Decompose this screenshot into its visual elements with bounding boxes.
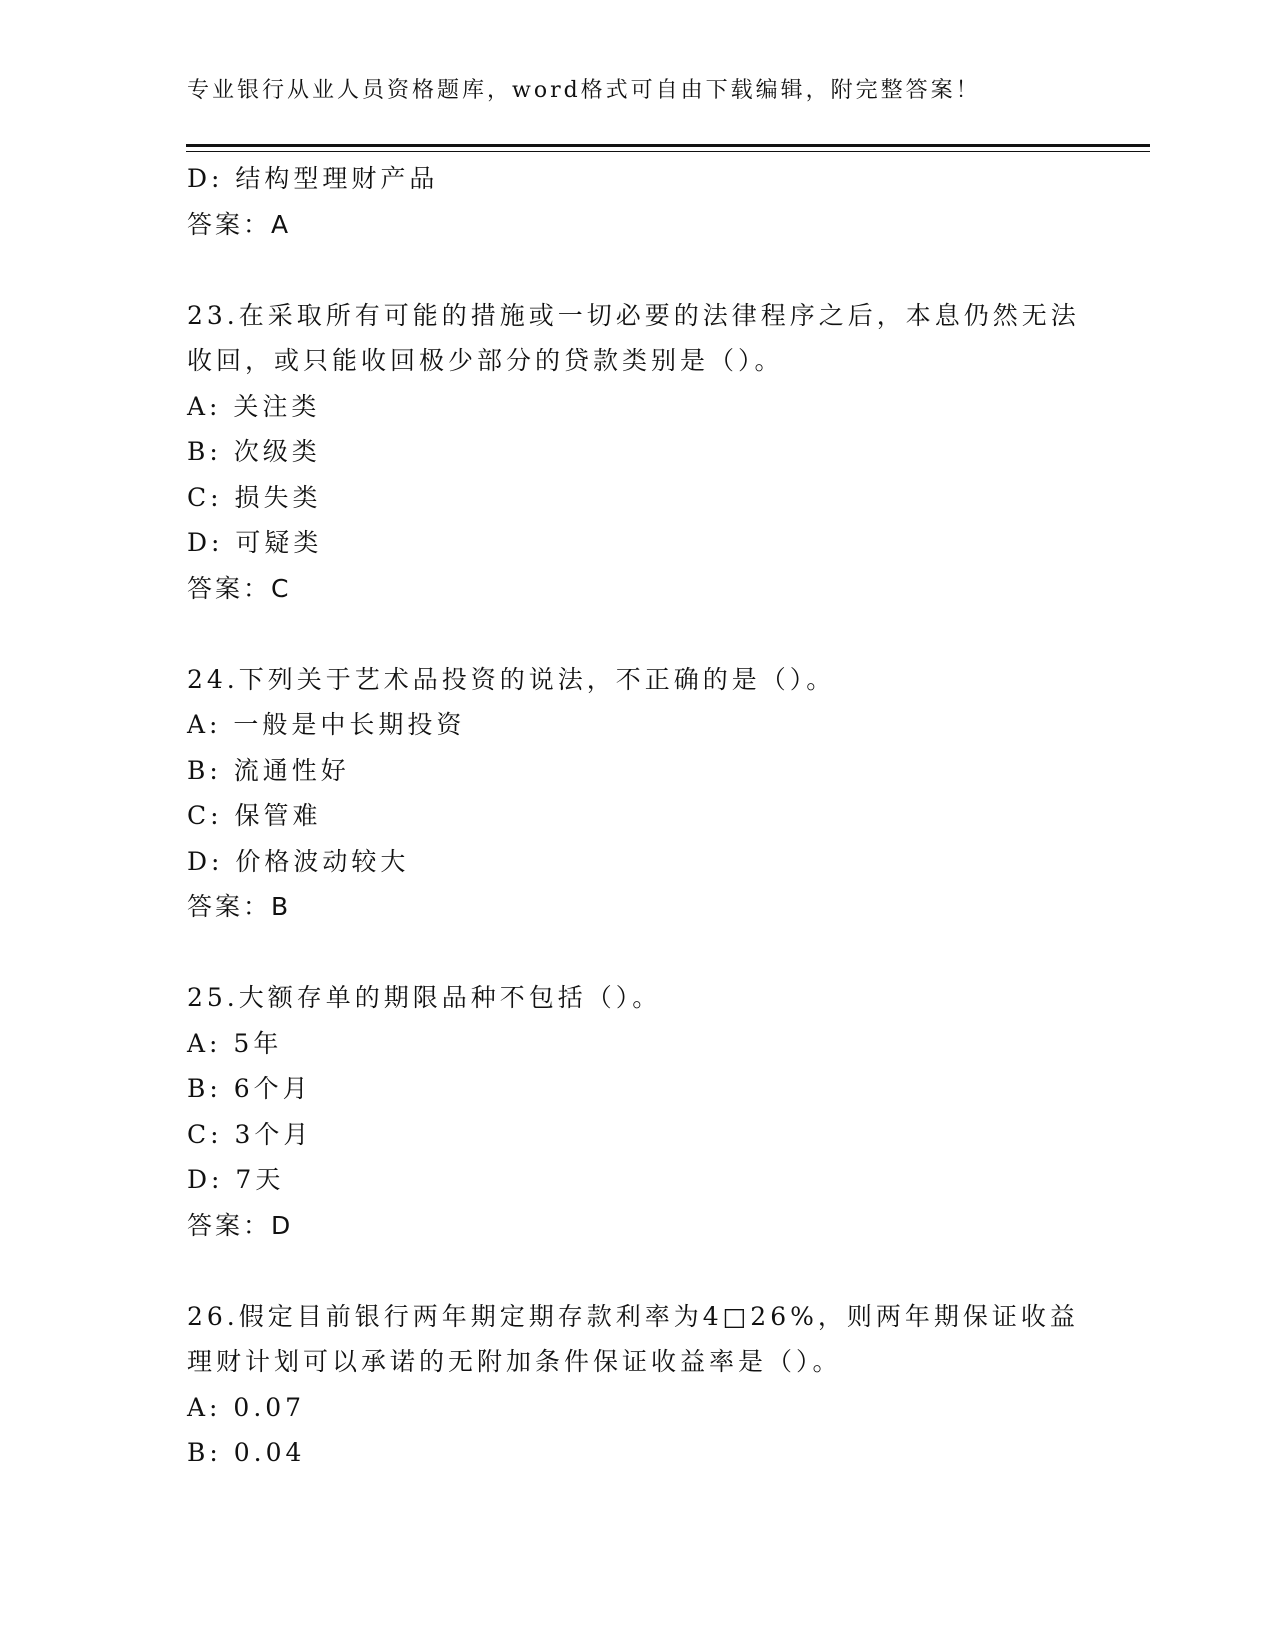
page-header: 专业银行从业人员资格题库，word格式可自由下载编辑，附完整答案！ [187,78,981,103]
q23-stem-line-1: 23.在采取所有可能的措施或一切必要的法律程序之后，本息仍然无法 [187,300,1080,330]
q26-option-b: B: 0.04 [187,1438,306,1467]
question-23 [187,293,1087,612]
q25-stem-line-1: 25.大额存单的期限品种不包括（）。 [187,983,662,1012]
q23-option-b: B: 次级类 [187,437,321,466]
q24-option-a: A: 一般是中长期投资 [187,710,466,739]
q25-option-b: B: 6个月 [187,1074,312,1103]
q23-answer: 答案：C [187,573,292,603]
q25-answer: 答案：D [187,1210,294,1240]
question-24 [187,657,1087,930]
q26-stem-line-2: 理财计划可以承诺的无附加条件保证收益率是（）。 [187,1347,842,1376]
q24-answer: 答案：B [187,892,292,921]
q25-option-a: A: 5年 [187,1028,283,1058]
q24-stem-line-1: 24.下列关于艺术品投资的说法，不正确的是（）。 [187,664,836,694]
q23-option-c: C: 损失类 [187,482,322,512]
q23-stem-line-2: 收回，或只能收回极少部分的贷款类别是（）。 [187,346,784,375]
q24-option-d: D: 价格波动较大 [187,846,410,876]
spacer [187,247,1087,293]
q23-option-a: A: 关注类 [187,391,321,421]
spacer [187,930,1087,976]
document-body [187,156,1087,1476]
question-26 [187,1294,1087,1476]
q22-option-d: D: 结构型理财产品 [187,164,439,193]
header-rule [186,144,1150,152]
q24-option-c: C: 保管难 [187,801,322,830]
q23-option-d: D: 可疑类 [187,528,323,557]
q26-option-a: A: 0.07 [187,1392,306,1422]
q24-option-b: B: 流通性好 [187,755,350,785]
q25-option-d: D: 7天 [187,1165,285,1194]
spacer [187,1248,1087,1294]
q22-answer: 答案：A [187,209,292,239]
spacer [187,611,1087,657]
q26-stem-line-1: 26.假定目前银行两年期定期存款利率为4□26%，则两年期保证收益 [187,1301,1079,1331]
question-25 [187,975,1087,1248]
q25-option-c: C: 3个月 [187,1119,313,1149]
